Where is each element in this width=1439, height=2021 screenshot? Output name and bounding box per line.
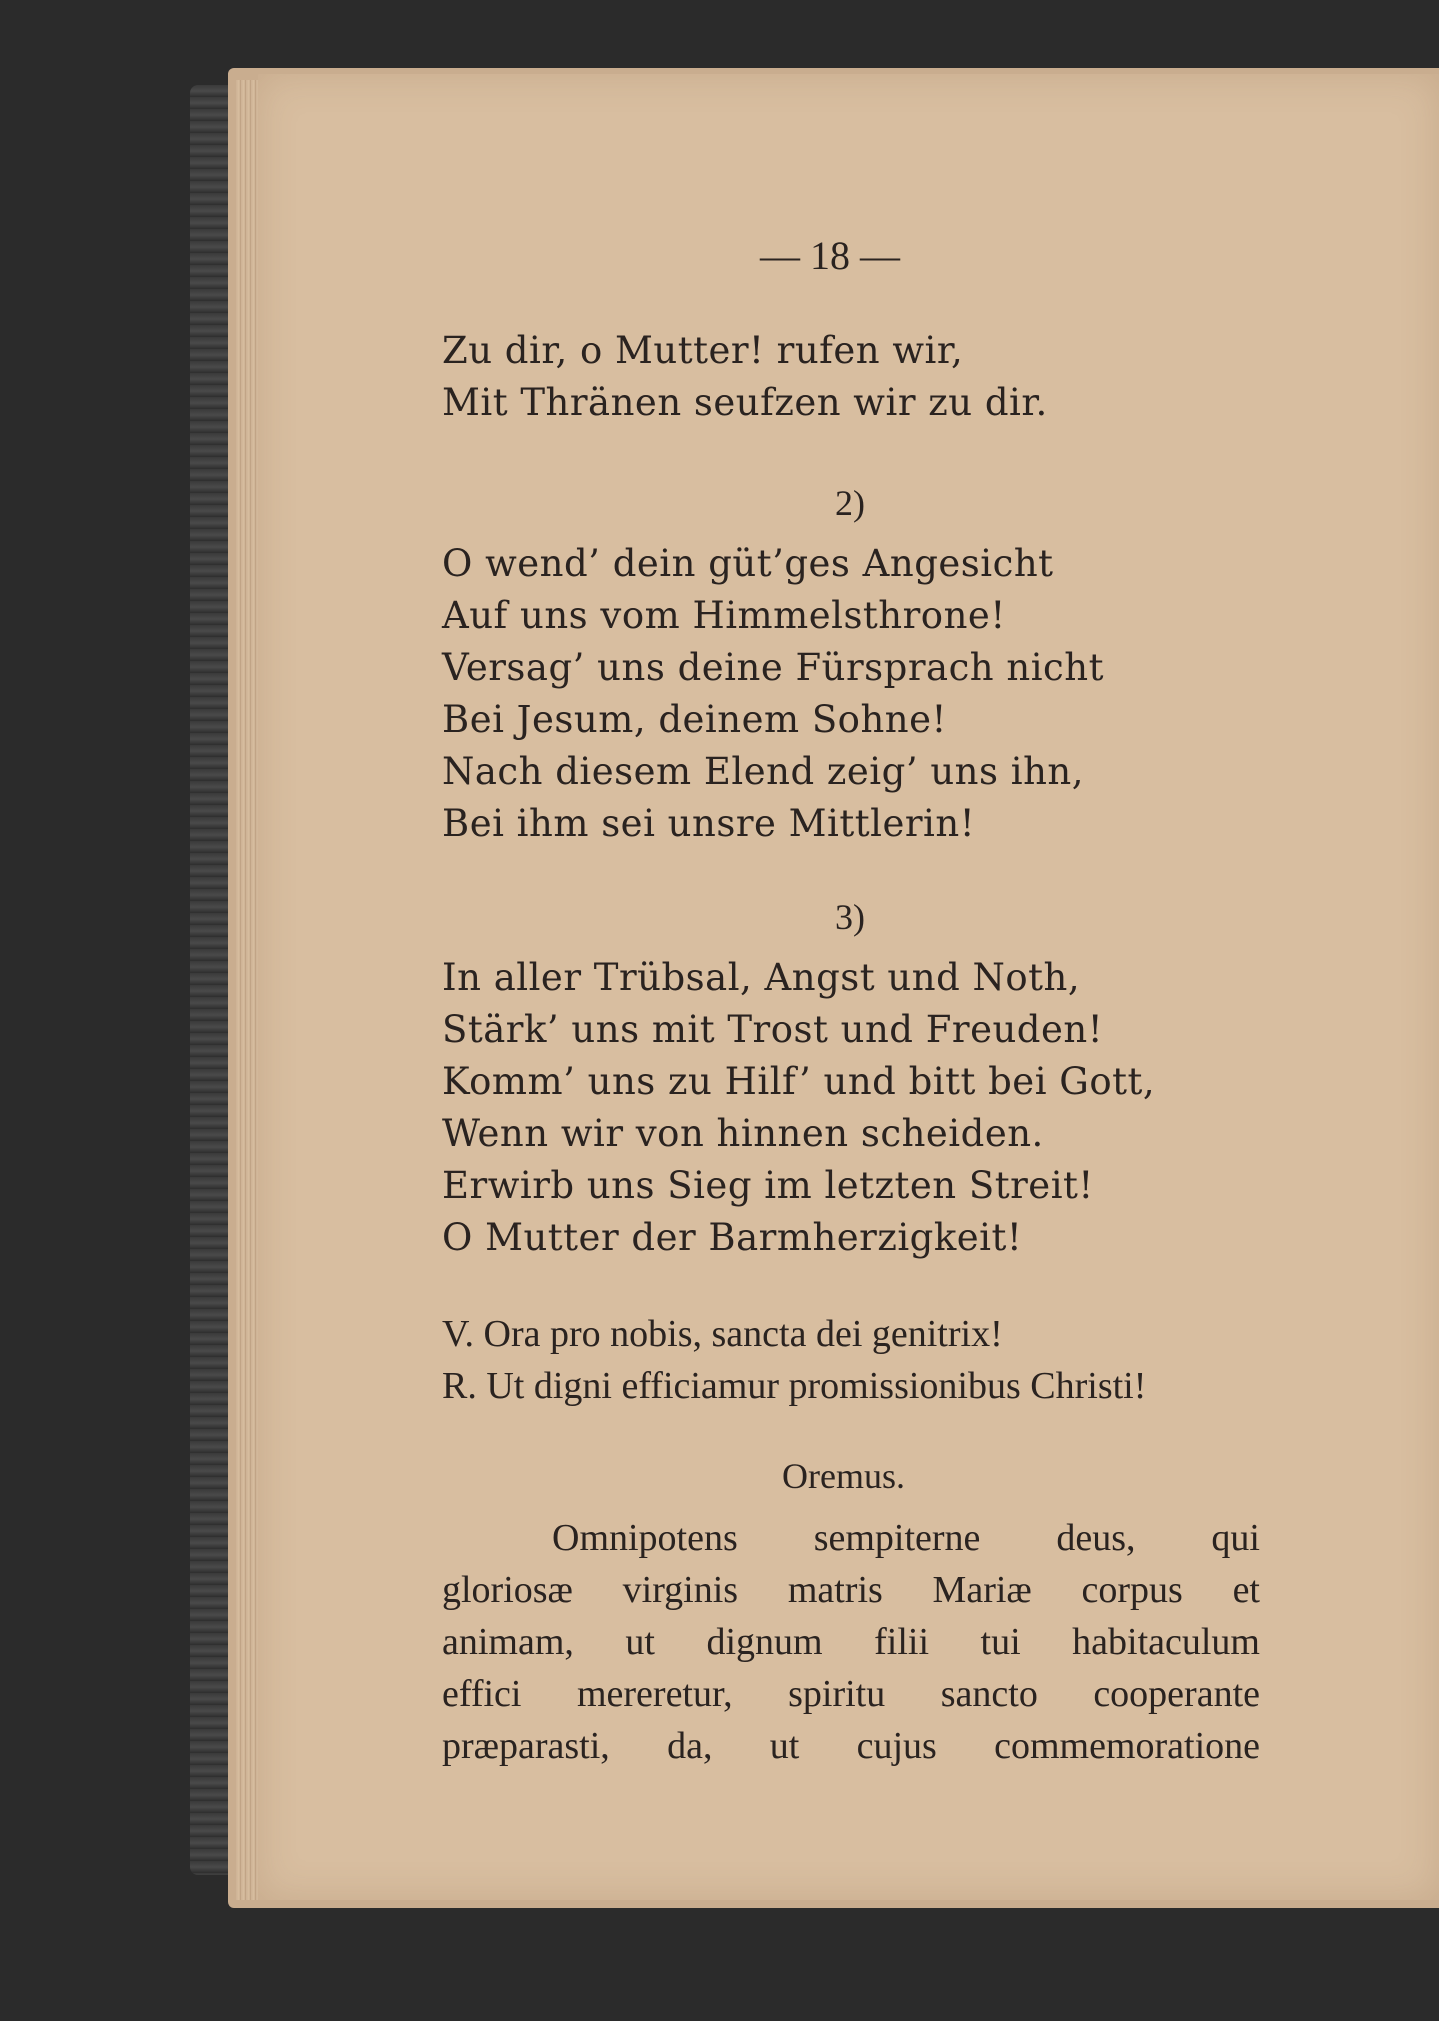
- verse-line: Mit Thränen seufzen wir zu dir.: [442, 381, 1048, 424]
- stanza-3: [442, 952, 1155, 1264]
- response: R. Ut digni efficiamur promissionibus Christi!: [442, 1365, 1147, 1407]
- verse-line: Bei ihm sei unsre Mittlerin!: [442, 802, 976, 845]
- verse-line: Komm’ uns zu Hilf’ und bitt bei Gott,: [442, 1060, 1156, 1103]
- verse-line: Stärk’ uns mit Trost und Freuden!: [442, 1008, 1104, 1051]
- oremus-heading: Oremus.: [782, 1456, 905, 1496]
- prayer-line: præparasti, da, ut cujus commemoratione: [442, 1725, 1260, 1767]
- stanza-3-number: 3): [835, 897, 865, 937]
- prayer-line: effici mereretur, spiritu sancto cooperante: [442, 1673, 1260, 1715]
- verse-line: O wend’ dein güt’ges Angesicht: [442, 542, 1054, 585]
- page-edges: [236, 80, 260, 1900]
- stanza-2: [442, 538, 1104, 850]
- verse-line: Auf uns vom Himmelsthrone!: [442, 594, 1006, 637]
- verse-line: Versag’ uns deine Fürsprach nicht: [442, 646, 1104, 689]
- prayer-text: [442, 1512, 1260, 1772]
- stanza-1-end: [442, 325, 1048, 429]
- prayer-line: Omnipotens sempiterne deus, qui: [552, 1517, 1260, 1559]
- versicle-response: [442, 1308, 1262, 1412]
- prayer-line: animam, ut dignum filii tui habitaculum: [442, 1621, 1260, 1663]
- verse-line: Zu dir, o Mutter! rufen wir,: [442, 329, 964, 372]
- verse-line: O Mutter der Barmherzigkeit!: [442, 1216, 1023, 1259]
- verse-line: Bei Jesum, deinem Sohne!: [442, 698, 947, 741]
- verse-line: Wenn wir von hinnen scheiden.: [442, 1112, 1044, 1155]
- stanza-2-number: 2): [835, 483, 865, 523]
- verse-line: In aller Trübsal, Angst und Noth,: [442, 956, 1081, 999]
- versicle: V. Ora pro nobis, sancta dei genitrix!: [442, 1313, 1003, 1355]
- page-number: — 18 —: [760, 233, 900, 278]
- verse-line: Erwirb uns Sieg im letzten Streit!: [442, 1164, 1094, 1207]
- verse-line: Nach diesem Elend zeig’ uns ihn,: [442, 750, 1085, 793]
- prayer-line: gloriosæ virginis matris Mariæ corpus et: [442, 1569, 1260, 1611]
